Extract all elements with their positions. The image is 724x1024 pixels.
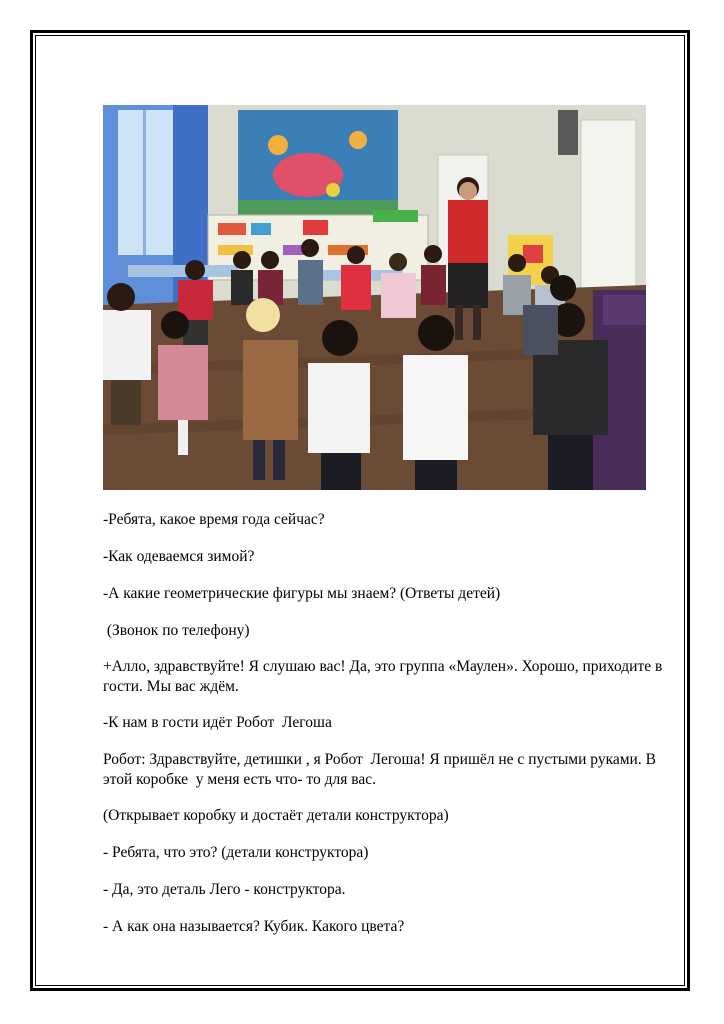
paragraph-4: (Звонок по телефону) (103, 622, 250, 639)
paragraph-8: (Открывает коробку и достаёт детали конструктора) (103, 807, 449, 824)
paragraph-1: -Ребята, какое время года сейчас? (103, 511, 325, 528)
paragraph-6: -К нам в гости идёт Робот Легоша (103, 714, 332, 731)
paragraph-7: Робот: Здравствуйте, детишки , я Робот Легоша! Я пришёл не с пустыми руками. В этой коробке у меня есть что- то для вас. (103, 751, 660, 788)
paragraph-2: -Как одеваемся зимой? (103, 548, 255, 565)
classroom-photo (103, 105, 646, 490)
paragraph-11: - А как она называется? Кубик. Какого цвета? (103, 918, 405, 935)
paragraph-3: -А какие геометрические фигуры мы знаем? (Ответы детей) (103, 585, 501, 602)
paragraph-5: +Алло, здравствуйте! Я слушаю вас! Да, это группа «Маулен». Хорошо, приходите в гости. Мы вас ждём. (103, 658, 663, 695)
paragraph-9: - Ребята, что это? (детали конструктора) (103, 844, 369, 861)
paragraph-10: - Да, это деталь Лего - конструктора. (103, 881, 346, 898)
